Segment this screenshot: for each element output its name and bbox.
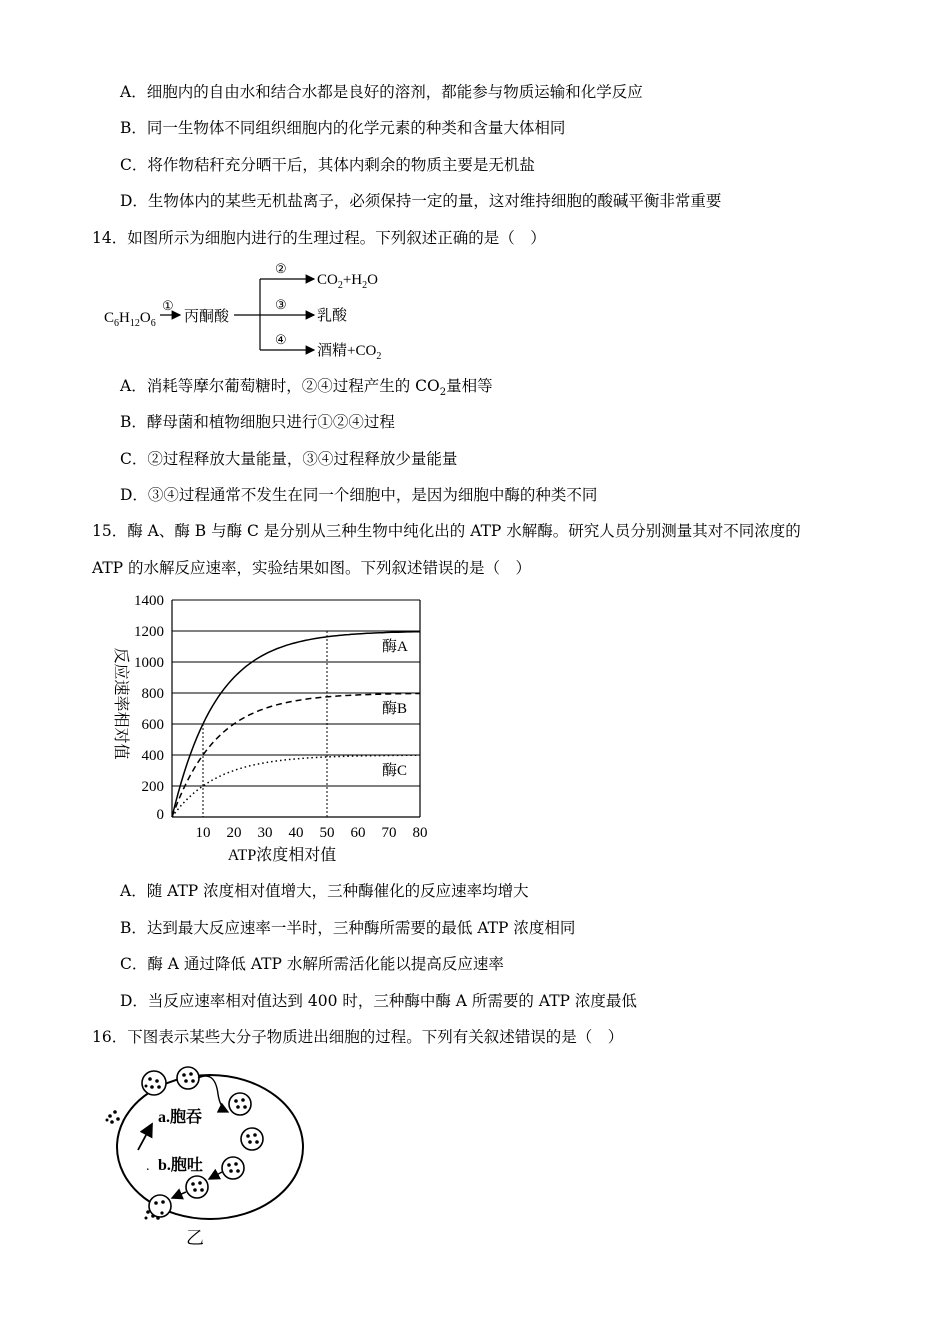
exocytosis-arrow-2: [172, 1192, 186, 1198]
q15-option-d: D．当反应速率相对值达到 400 时，三种酶中酶 A 所需要的 ATP 浓度最低: [120, 992, 637, 1010]
q14-option-c: C．②过程释放大量能量，③④过程释放少量能量: [120, 450, 458, 468]
product-4-label: 酒精$+CO_2$: [317, 343, 382, 362]
q13-option-a: A．细胞内的自由水和结合水都是良好的溶剂，都能参与物质运输和化学反应: [120, 83, 643, 101]
q14-respiration-diagram: [100, 258, 420, 368]
y-tick-label: 1000: [134, 655, 164, 671]
exocytic-vesicle-1: [222, 1157, 244, 1179]
exocytosis-arrow-1: [209, 1172, 222, 1179]
vesicle-transport-arrow: [198, 1076, 228, 1112]
product-3-label: 乳酸: [317, 308, 348, 324]
q15-option-a: A．随 ATP 浓度相对值增大，三种酶催化的反应速率均增大: [120, 882, 529, 900]
x-tick-label: 30: [257, 825, 273, 841]
x-axis-title: ATP浓度相对值: [227, 847, 337, 864]
q13-option-c: C．将作物秸秆充分晒干后，其体内剩余的物质主要是无机盐: [120, 156, 535, 174]
q14-option-a: A．消耗等摩尔葡萄糖时，②④过程产生的 $CO_2$量相等: [120, 377, 493, 399]
q16-stem: 16．下图表示某些大分子物质进出细胞的过程。下列有关叙述错误的是（ ）: [92, 1028, 624, 1046]
q15-option-b: B．达到最大反应速率一半时，三种酶所需要的最低 ATP 浓度相同: [120, 919, 576, 937]
x-tick-label: 10: [195, 825, 211, 841]
label-endocytosis: a.胞吞: [158, 1109, 203, 1126]
series-label-酶C: 酶C: [382, 763, 408, 779]
q16-endocytosis-diagram: [100, 1060, 300, 1250]
step-4-label: ④: [275, 332, 287, 347]
q15-stem-line-1: 15．酶 A、酶 B 与酶 C 是分别从三种生物中纯化出的 ATP 水解酶。研究人员分别测量其对不同浓度的: [92, 522, 801, 540]
y-tick-label: 1200: [134, 624, 164, 640]
step-2-label: ②: [275, 261, 287, 276]
x-tick-label: 40: [288, 825, 304, 841]
q15-stem-line-2: ATP 的水解反应速率，实验结果如图。下列叙述错误的是（ ）: [92, 559, 532, 577]
endocytic-vesicle-3: [229, 1093, 251, 1115]
label-exocytosis: b.胞吐: [158, 1157, 203, 1174]
series-label-酶A: 酶A: [382, 639, 408, 655]
label-dot: .: [146, 1159, 150, 1174]
y-tick-label: 1400: [134, 593, 164, 609]
q13-option-b: B．同一生物体不同组织细胞内的化学元素的种类和含量大体相同: [120, 119, 566, 137]
glucose-formula: $C_6H_{12}O_6$: [104, 310, 156, 329]
y-tick-label: 800: [141, 686, 164, 702]
y-axis-title: 反应速率相对值: [112, 647, 129, 760]
pyruvate-label: 丙酮酸: [184, 309, 230, 325]
x-tick-label: 70: [381, 825, 397, 841]
step-1-label: ①: [162, 298, 174, 313]
endocytic-vesicle-4: [241, 1128, 263, 1150]
series-label-酶B: 酶B: [382, 701, 408, 717]
q13-option-d: D．生物体内的某些无机盐离子，必须保持一定的量，这对维持细胞的酸碱平衡非常重要: [120, 192, 722, 210]
x-tick-label: 60: [350, 825, 366, 841]
exocytic-vesicle-2: [186, 1176, 208, 1198]
y-tick-label: 200: [141, 779, 164, 795]
y-tick-label: 600: [141, 717, 164, 733]
fusing-vesicle: [145, 1195, 172, 1220]
q15-option-c: C．酶 A 通过降低 ATP 水解所需活化能以提高反应速率: [120, 955, 504, 973]
endocytic-vesicle-1: [142, 1071, 166, 1095]
x-tick-label: 20: [226, 825, 242, 841]
q14-option-b: B．酵母菌和植物细胞只进行①②④过程: [120, 413, 395, 431]
q14-option-d: D．③④过程通常不发生在同一个细胞中，是因为细胞中酶的种类不同: [120, 486, 598, 504]
q15-enzyme-chart: [100, 588, 440, 868]
x-tick-label: 50: [319, 825, 335, 841]
product-2-label: $CO_2+H_2O$: [317, 272, 378, 291]
y-tick-label: 400: [141, 748, 164, 764]
endocytosis-arrow: [138, 1124, 152, 1150]
extracellular-particles: [106, 1110, 120, 1124]
q14-stem: 14．如图所示为细胞内进行的生理过程。下列叙述正确的是（ ）: [92, 229, 546, 247]
cell-membrane: [117, 1075, 303, 1219]
endocytic-vesicle-2: [177, 1067, 199, 1089]
y-tick-label: 0: [156, 807, 164, 823]
label-cell: 乙: [186, 1228, 204, 1248]
x-tick-label: 80: [412, 825, 428, 841]
step-3-label: ③: [275, 297, 287, 312]
